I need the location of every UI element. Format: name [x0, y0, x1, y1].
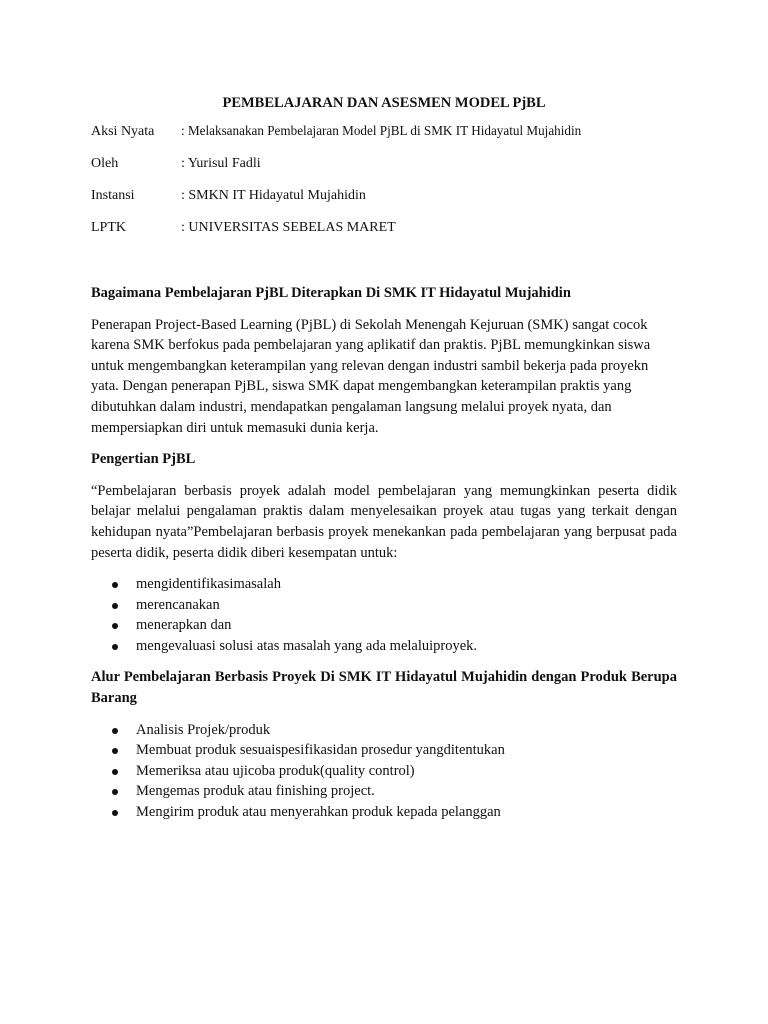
list-item-text: merencanakan	[136, 596, 220, 613]
bullet-icon	[112, 748, 118, 754]
list-item	[91, 720, 677, 741]
list-item	[91, 615, 677, 636]
bullet-icon	[112, 623, 118, 629]
paragraph-penerapan: Penerapan Project-Based Learning (PjBL) di Sekolah Menengah Kejuruan (SMK) sangat cocok karena SMK berfokus pada pembelajaran yang aplikatif dan praktis. PjBL memungkinkan siswa untuk mengembangkan keterampilan yang relevan dengan industri sambil bekerja pada proyekn yata. Dengan penerapan PjBL, siswa SMK dapat mengembangkan keterampilan praktis yang dibutuhkan dalam industri, mendapatkan pengalaman langsung melalui proyek nyata, dan mempersiapkan diri untuk memasuki dunia kerja.	[91, 316, 651, 436]
document-page	[91, 93, 677, 834]
list-item-text: menerapkan dan	[136, 617, 232, 634]
meta-label: LPTK	[91, 219, 126, 235]
meta-row-aksi-nyata	[91, 122, 677, 143]
meta-row-lptk	[91, 218, 677, 239]
bullet-icon	[112, 769, 118, 775]
list-item-text: Mengemas produk atau finishing project.	[136, 783, 375, 800]
bullet-icon	[112, 728, 118, 734]
meta-value: : Melaksanakan Pembelajaran Model PjBL di SMK IT Hidayatul Mujahidin	[181, 123, 582, 139]
bullet-list-alur	[91, 720, 677, 823]
meta-label: Aksi Nyata	[91, 123, 155, 139]
meta-label: Oleh	[91, 155, 119, 171]
list-item	[91, 574, 677, 595]
meta-value: : SMKN IT Hidayatul Mujahidin	[181, 187, 366, 203]
meta-value: : Yurisul Fadli	[181, 155, 261, 171]
list-item-text: Mengirim produk atau menyerahkan produk kepada pelanggan	[136, 804, 501, 821]
list-item	[91, 761, 677, 782]
bullet-icon	[112, 582, 118, 588]
list-item	[91, 802, 677, 823]
bullet-icon	[112, 810, 118, 816]
meta-label: Instansi	[91, 187, 135, 203]
document-title: PEMBELAJARAN DAN ASESMEN MODEL PjBL	[222, 95, 546, 111]
section-heading-penerapan: Bagaimana Pembelajaran PjBL Diterapkan Di SMK IT Hidayatul Mujahidin	[91, 284, 571, 301]
list-item-text: Analisis Projek/produk	[136, 721, 271, 738]
list-item-text: mengevaluasi solusi atas masalah yang ada melaluiproyek.	[136, 637, 478, 654]
list-item-text: mengidentifikasimasalah	[136, 576, 281, 593]
meta-row-oleh	[91, 154, 677, 175]
bullet-list-pengertian	[91, 574, 677, 656]
list-item	[91, 740, 677, 761]
meta-row-instansi	[91, 186, 677, 207]
section-spacer	[91, 250, 677, 283]
bullet-icon	[112, 789, 118, 795]
section-heading-alur: Alur Pembelajaran Berbasis Proyek Di SMK IT Hidayatul Mujahidin dengan Produk Berupa Barang	[91, 669, 677, 707]
list-item	[91, 595, 677, 616]
bullet-icon	[112, 603, 118, 609]
list-item-text: Membuat produk sesuaispesifikasidan prosedur yangditentukan	[136, 742, 505, 759]
section-heading-pengertian: Pengertian PjBL	[91, 451, 196, 468]
meta-value: : UNIVERSITAS SEBELAS MARET	[181, 219, 396, 235]
list-item	[91, 636, 677, 657]
list-item	[91, 781, 677, 802]
paragraph-pengertian: “Pembelajaran berbasis proyek adalah model pembelajaran yang memungkinkan peserta didik belajar melalui pengalaman praktis dalam menyelesaikan proyek atau tugas yang terkait dengan kehidupan nyata”Pembelajaran berbasis proyek menekankan pada pembelajaran yang berpusat pada peserta didik, peserta didik diberi kesempatan untuk:	[91, 482, 677, 561]
bullet-icon	[112, 644, 118, 650]
list-item-text: Memeriksa atau ujicoba produk(quality control)	[136, 762, 415, 779]
